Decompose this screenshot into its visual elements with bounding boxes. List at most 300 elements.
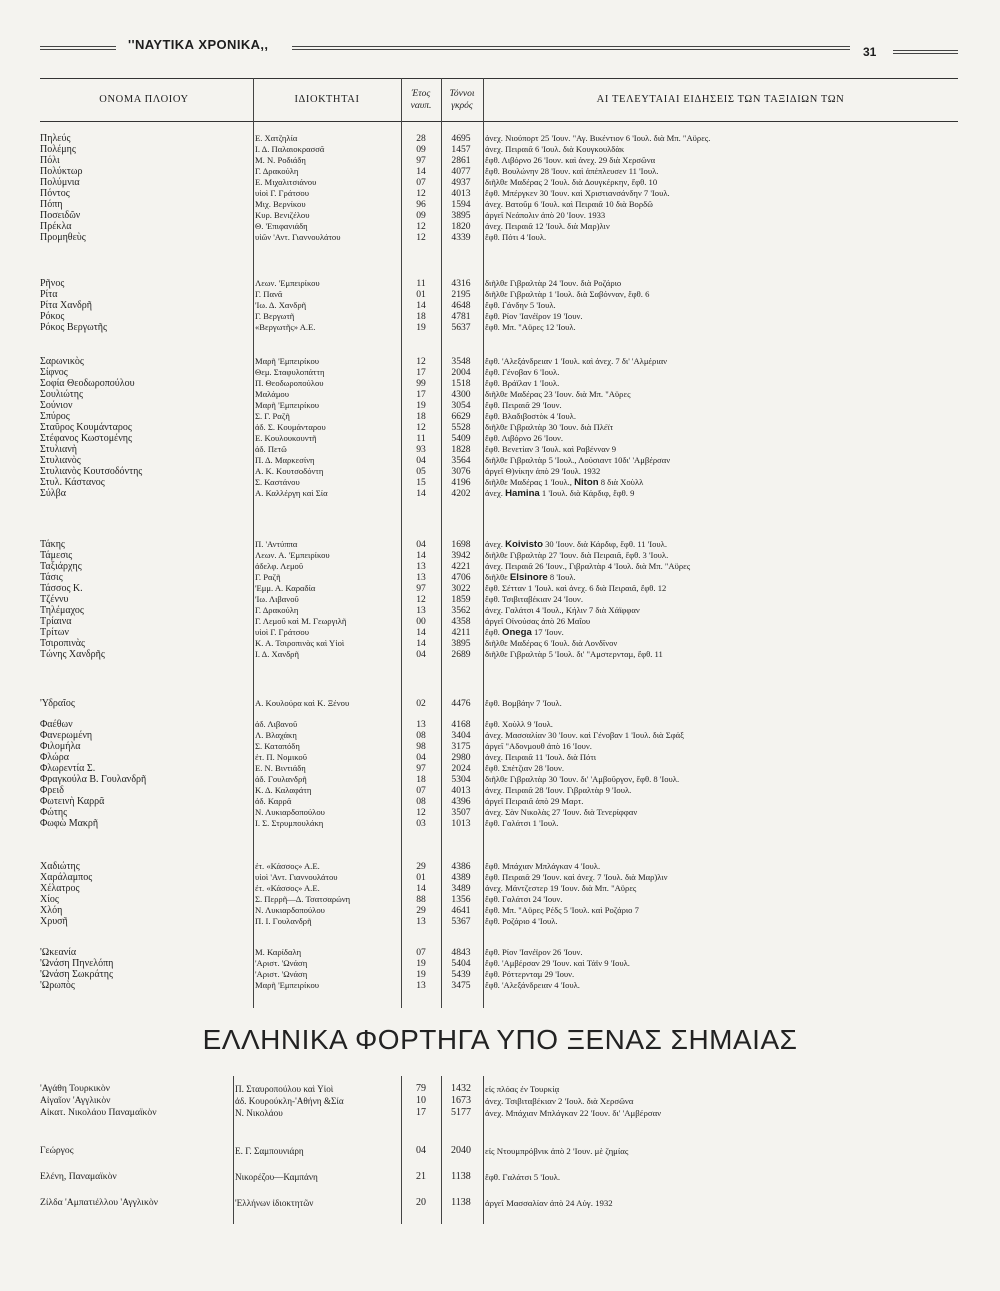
gross-tons: 1432	[451, 1083, 471, 1094]
ship-owner: ἀδ. Σ. Κουμάνταρου	[255, 422, 326, 432]
build-year: 79	[416, 1083, 426, 1094]
build-year: 13	[416, 605, 426, 616]
ship-name: Τσιροπινὰς	[40, 638, 85, 649]
voyage-news: ἔφθ. Λιβόρνο 26 'Ιουν. καὶ ἀνεχ. 29 διὰ Χερσῶνα	[485, 155, 656, 165]
gross-tons: 3022	[451, 583, 471, 594]
voyage-news: ἔφθ. Γαλάτσι 1 'Ιουλ.	[485, 818, 559, 828]
voyage-news: ἀργεῖ Θ)νίκην ἀπὸ 29 'Ιουλ. 1932	[485, 466, 601, 476]
foreign-port: Koivisto	[505, 539, 543, 550]
ship-name: Πόλι	[40, 155, 60, 166]
table-row	[40, 905, 958, 916]
voyage-news: ἔφθ. Σέτταν 1 'Ιουλ. καὶ ἀνεχ. 6 διὰ Πειραιᾶ, ἔφθ. 12	[485, 583, 667, 593]
ship-owner: Ν. Λυκιαρδοπούλου	[255, 807, 325, 817]
ship-owner: Ε. Μιχαλιτσιάνου	[255, 177, 317, 187]
foreign-port: Onega	[501, 627, 532, 638]
gross-tons: 4706	[451, 572, 471, 583]
build-year: 97	[416, 583, 426, 594]
ship-name: Σοφία Θεοδωροπούλου	[40, 378, 135, 389]
build-year: 17	[416, 1107, 426, 1118]
voyage-news-text: ἀνεχ.	[485, 488, 506, 498]
voyage-news: ἔφθ. Βράϊλαν 1 'Ιουλ.	[485, 378, 560, 388]
ship-owner: Λεων. 'Εμπειρίκου	[255, 278, 320, 288]
voyage-news-tail: 17 'Ιουν.	[531, 627, 564, 637]
ship-owner: 'Αριστ. 'Ωνάση	[255, 958, 308, 968]
table-row	[40, 411, 958, 422]
gross-tons: 2004	[451, 367, 471, 378]
table-row	[40, 883, 958, 894]
ship-owner: Ν. Νικολάου	[235, 1108, 283, 1118]
build-year: 99	[416, 378, 426, 389]
voyage-news: ἔφθ. Χοὺλλ 9 'Ιουλ.	[485, 719, 553, 729]
ship-owner: Π. Θεοδωροπούλου	[255, 378, 324, 388]
gross-tons: 1356	[451, 894, 471, 905]
build-year: 17	[416, 367, 426, 378]
ship-owner: Κ. Α. Τσιροπινὰς καὶ Υἱοὶ	[255, 638, 345, 648]
build-year: 14	[416, 883, 426, 894]
gross-tons: 5528	[451, 422, 471, 433]
foreign-flag-section-title: ΕΛΛΗΝΙΚΑ ΦΟΡΤΗΓΑ ΥΠΟ ΞΕΝΑΣ ΣΗΜΑΙΑΣ	[202, 1024, 798, 1055]
build-year: 17	[416, 389, 426, 400]
ship-owner: Μαρῆ 'Εμπειρίκου	[255, 400, 320, 410]
table-row	[40, 210, 958, 221]
ship-name: Στυλιανὸς Κουτσοδόντης	[40, 466, 143, 477]
gross-tons: 1820	[451, 221, 471, 232]
voyage-news: ἔφθ. 'Αλεξάνδρειαν 4 'Ιουλ.	[485, 980, 580, 990]
build-year: 04	[416, 455, 426, 466]
voyage-news: εἰς Ντουμπρόβνικ ἀπὸ 2 'Ιουν. μὲ ζημίας	[485, 1146, 629, 1156]
ship-name: Ποσειδῶν	[40, 210, 81, 221]
foreign-ship-group	[40, 1171, 958, 1183]
gross-tons: 5404	[451, 958, 471, 969]
ship-name: Πολέμης	[40, 144, 76, 155]
table-row	[40, 278, 958, 289]
gross-tons: 4648	[451, 300, 471, 311]
table-row	[40, 433, 958, 444]
build-year: 09	[416, 210, 426, 221]
foreign-ship-group	[40, 1197, 958, 1209]
voyage-news-text: διῆλθε	[485, 572, 510, 582]
ship-name: Τάκης	[40, 539, 65, 550]
voyage-news: ἀνεχ. Πειραιᾶ 12 'Ιουλ. διὰ Μαρ)λιν	[485, 221, 610, 231]
ship-owner: Γ. Βεργωτῆ	[255, 311, 295, 321]
build-year: 88	[416, 894, 426, 905]
table-row	[40, 763, 958, 774]
ship-owner: 'Ιω. Δ. Χανδρῆ	[255, 300, 307, 310]
gross-tons: 4389	[451, 872, 471, 883]
gross-tons: 4476	[451, 698, 471, 709]
ship-owner: Ε. Χατζηλία	[255, 133, 298, 143]
table-row	[40, 774, 958, 785]
build-year: 13	[416, 719, 426, 730]
voyage-news: εἰς πλόας ἐν Τουρκίᾳ	[485, 1084, 560, 1094]
ship-owner: Ε. Γ. Σαμπουνιάρη	[235, 1146, 304, 1156]
table-row	[40, 488, 958, 499]
build-year: 01	[416, 289, 426, 300]
build-year: 18	[416, 311, 426, 322]
build-year: 18	[416, 411, 426, 422]
table-row	[40, 367, 958, 378]
ship-name: Τάμεσις	[40, 550, 73, 561]
gross-tons: 2195	[451, 289, 471, 300]
table-row	[40, 539, 958, 550]
ship-owner: Σ. Καταπόδη	[255, 741, 300, 751]
voyage-news: διῆλθε Γιβραλτὰρ 5 'Ιουλ., Λούσιαντ 10δι' 'Αμβέρσαν	[485, 455, 671, 465]
ship-name: Σπύρος	[40, 411, 70, 422]
gross-tons: 4641	[451, 905, 471, 916]
voyage-news: ἔφθ. Μπάχιαν Μπλάγκαν 4 'Ιουλ.	[485, 861, 601, 871]
ship-name: Ζίλδα 'Αμπατιέλλου 'Αγγλικὸν	[40, 1197, 158, 1208]
col-header-tons-line2: γκρός	[451, 101, 473, 111]
build-year: 12	[416, 188, 426, 199]
ship-owner: Σ. Καστάνου	[255, 477, 300, 487]
build-year: 97	[416, 155, 426, 166]
ship-name: Φιλομήλα	[40, 741, 81, 752]
ship-name: Φαέθων	[40, 719, 73, 730]
ship-owner: Α. Κ. Κουτσοδόντη	[255, 466, 324, 476]
col-header-tons	[441, 79, 483, 121]
voyage-news: ἀνεχ. Μάντζεστερ 19 'Ιουν. διὰ Μπ. "Αϋρες	[485, 883, 637, 893]
ship-name: Γεώργος	[40, 1145, 74, 1156]
gross-tons: 3548	[451, 356, 471, 367]
foreign-ship-group	[40, 1083, 958, 1119]
table-row	[40, 719, 958, 730]
ship-group	[40, 278, 958, 333]
ship-name: 'Ωνάση Σωκράτης	[40, 969, 113, 980]
ship-name: Φλωρεντία Σ.	[40, 763, 96, 774]
build-year: 03	[416, 818, 426, 829]
ship-group	[40, 539, 958, 660]
table-row	[40, 741, 958, 752]
build-year: 14	[416, 638, 426, 649]
table-row	[40, 752, 958, 763]
gross-tons: 5367	[451, 916, 471, 927]
voyage-news: ἀνεχ. Πειραιᾶ 6 'Ιουλ. διὰ Κουγκουλδὰκ	[485, 144, 625, 154]
voyage-news: ἔφθ. Ρίον 'Ιανέϊρον 19 'Ιουν.	[485, 311, 583, 321]
gross-tons: 3895	[451, 638, 471, 649]
col-header-news: ΑΙ ΤΕΛΕΥΤΑΙΑΙ ΕΙΔΗΣΕΙΣ ΤΩΝ ΤΑΞΙΔΙΩΝ ΤΩΝ	[596, 94, 845, 105]
ship-name: Χίος	[40, 894, 59, 905]
build-year: 19	[416, 958, 426, 969]
table-row	[40, 594, 958, 605]
gross-tons: 6629	[451, 411, 471, 422]
build-year: 98	[416, 741, 426, 752]
voyage-news: ἀργεῖ Οἰνούσας ἀπὸ 26 Μαΐου	[485, 616, 591, 626]
build-year: 20	[416, 1197, 426, 1208]
build-year: 08	[416, 730, 426, 741]
build-year: 04	[416, 649, 426, 660]
table-row	[40, 638, 958, 649]
gross-tons: 1673	[451, 1095, 471, 1106]
gross-tons: 4202	[451, 488, 471, 499]
table-row	[40, 916, 958, 927]
gross-tons: 4211	[451, 627, 471, 638]
ship-name: Τζέννυ	[40, 594, 69, 605]
ship-name: 'Ωνάση Πηνελόπη	[40, 958, 114, 969]
ship-name: Πόπη	[40, 199, 63, 210]
build-year: 19	[416, 400, 426, 411]
voyage-news	[485, 488, 955, 499]
gross-tons: 4077	[451, 166, 471, 177]
voyage-news-tail: 1 'Ιουλ. διὰ Κάρδιφ, ἔφθ. 9	[539, 488, 635, 498]
ship-name: Ρόκος Βεργωτῆς	[40, 322, 107, 333]
ship-owner: υἱοὶ Γ. Γράτσου	[255, 188, 309, 198]
ship-name: Φωτεινὴ Καρρᾶ	[40, 796, 105, 807]
ship-owner: Νικορέζου—Καμπάνη	[235, 1172, 318, 1182]
voyage-news: ἔφθ. Γάνδην 5 'Ιουλ.	[485, 300, 556, 310]
ship-name: Τρίαινα	[40, 616, 72, 627]
voyage-news: ἀνεχ. Σὰν Νικολὰς 27 'Ιουν. διὰ Τενερίφφαν	[485, 807, 638, 817]
ship-owner: Γ. Δρακούλη	[255, 166, 299, 176]
gross-tons: 5177	[451, 1107, 471, 1118]
ship-name: Ρῆνος	[40, 278, 65, 289]
ship-owner: Μ. Ν. Ροδιάδη	[255, 155, 306, 165]
voyage-news: διῆλθε Γιβραλτὰρ 27 'Ιουν. διὰ Πειραιᾶ, ἔφθ. 3 'Ιουλ.	[485, 550, 669, 560]
table-row	[40, 616, 958, 627]
ship-owner: Κυρ. Βενιζέλου	[255, 210, 310, 220]
ship-owner: Ν. Λυκιαρδοπούλου	[255, 905, 325, 915]
build-year: 13	[416, 572, 426, 583]
table-row	[40, 177, 958, 188]
table-row	[40, 980, 958, 991]
ship-owner: Ε. Ν. Βιντιάδη	[255, 763, 306, 773]
build-year: 11	[416, 278, 426, 289]
ship-name: Σούνιον	[40, 400, 73, 411]
ship-owner: ἀδ. Γουλανδρῆ	[255, 774, 307, 784]
ship-name: Φώτης	[40, 807, 68, 818]
build-year: 18	[416, 774, 426, 785]
build-year: 14	[416, 488, 426, 499]
ship-name: Φραγκούλα Β. Γουλανδρῆ	[40, 774, 147, 785]
voyage-news: ἀργεῖ "Αδονμουθ ἀπὸ 16 'Ιουν.	[485, 741, 592, 751]
ship-name: 'Υδραῖος	[40, 698, 75, 709]
voyage-news: διῆλθε Γιβραλτὰρ 5 'Ιουλ. δι' "Αμστερνταμ, ἔφθ. 11	[485, 649, 663, 659]
gross-tons: 3489	[451, 883, 471, 894]
voyage-news: ἔφθ. Βενετίαν 3 'Ιουλ. καὶ Ραβένναν 9	[485, 444, 617, 454]
foreign-port: Elsinore	[509, 572, 548, 583]
ship-owner: Ι. Δ. Παλαιοκρασσᾶ	[255, 144, 325, 154]
ship-name: Χέλατρος	[40, 883, 80, 894]
table-row	[40, 796, 958, 807]
table-row	[40, 958, 958, 969]
build-year: 14	[416, 550, 426, 561]
foreign-port: Hamina	[505, 488, 540, 499]
ship-name: Χαράλαμπος	[40, 872, 93, 883]
build-year: 04	[416, 539, 426, 550]
ship-owner: Π. Δ. Μαρκεσίνη	[255, 455, 315, 465]
ship-group	[40, 719, 958, 829]
ship-name: Προμηθεὺς	[40, 232, 86, 243]
table-row	[40, 188, 958, 199]
gross-tons: 4396	[451, 796, 471, 807]
ship-owner: Γ. Λεμοῦ καὶ Μ. Γεωργιλῆ	[255, 616, 347, 626]
build-year: 28	[416, 133, 426, 144]
voyage-news	[485, 572, 955, 583]
voyage-news: ἔφθ. Βομβάην 7 'Ιουλ.	[485, 698, 562, 708]
ship-owner: Α. Καλλέργη καὶ Σία	[255, 488, 328, 498]
ship-name: Πολύμνια	[40, 177, 80, 188]
build-year: 01	[416, 872, 426, 883]
build-year: 21	[416, 1171, 426, 1182]
build-year: 29	[416, 905, 426, 916]
build-year: 15	[416, 477, 426, 488]
ship-name: Αἰγαῖον 'Αγγλικὸν	[40, 1095, 111, 1106]
gross-tons: 4168	[451, 719, 471, 730]
build-year: 07	[416, 947, 426, 958]
gross-tons: 1013	[451, 818, 471, 829]
ship-name: Στέφανος Κωστομένης	[40, 433, 132, 444]
ship-owner: Π. 'Αντύππα	[255, 539, 298, 549]
ship-name: Χαδιώτης	[40, 861, 80, 872]
ship-name: Ρόκος	[40, 311, 65, 322]
ship-owner: Μαρῆ 'Εμπειρίκου	[255, 980, 320, 990]
ship-owner: 'Ιω. Λιβανοῦ	[255, 594, 299, 604]
ship-owner: ἀδελφ. Λεμοῦ	[255, 561, 304, 571]
voyage-news: ἔφθ. Πότι 4 'Ιουλ.	[485, 232, 547, 242]
voyage-news: διῆλθε Μαδέρας 2 'Ιουλ. διὰ Δουγκέρκην, ἔφθ. 10	[485, 177, 658, 187]
table-row	[40, 1095, 958, 1107]
voyage-news-text: ἀνεχ.	[485, 539, 506, 549]
voyage-news: ἔφθ. Γαλάτσι 24 'Ιουν.	[485, 894, 563, 904]
col-header-name: ΟΝΟΜΑ ΠΛΟΙΟΥ	[99, 94, 189, 105]
gross-tons: 3942	[451, 550, 471, 561]
table-row	[40, 649, 958, 660]
table-row	[40, 1145, 958, 1157]
build-year: 97	[416, 763, 426, 774]
voyage-news: διῆλθε Μαδέρας 23 'Ιουν. διὰ Μπ. "Αϋρες	[485, 389, 631, 399]
build-year: 04	[416, 1145, 426, 1156]
gross-tons: 2040	[451, 1145, 471, 1156]
voyage-news-tail: 8 διὰ Χοὺλλ	[598, 477, 644, 487]
table-row	[40, 969, 958, 980]
gross-tons: 3076	[451, 466, 471, 477]
build-year: 13	[416, 916, 426, 927]
table-row	[40, 627, 958, 638]
ship-owner: Γ. Ραζῆ	[255, 572, 281, 582]
table-row	[40, 422, 958, 433]
table-row	[40, 133, 958, 144]
voyage-news: διῆλθε Γιβραλτὰρ 1 'Ιουλ. διὰ Σαβόνναν, ἔφθ. 6	[485, 289, 650, 299]
ship-owner: Μ. Καρίδαλη	[255, 947, 302, 957]
gross-tons: 3054	[451, 400, 471, 411]
ship-owner: ἀδ. Πετῶ	[255, 444, 287, 454]
ship-name: Χλόη	[40, 905, 63, 916]
table-row	[40, 444, 958, 455]
gross-tons: 4937	[451, 177, 471, 188]
voyage-news: ἀνεχ. Μασσαλίαν 30 'Ιουν. καὶ Γένοβαν 1 'Ιουλ. διὰ Σφάξ	[485, 730, 684, 740]
ship-name: Στυλιανὸς	[40, 455, 81, 466]
voyage-news: ἔφθ. 'Αλεξάνδρειαν 1 'Ιουλ. καὶ ἀνεχ. 7 δι' 'Αλμέριαν	[485, 356, 668, 366]
table-row	[40, 894, 958, 905]
table-row	[40, 199, 958, 210]
build-year: 12	[416, 594, 426, 605]
ship-name: 'Ωκεανία	[40, 947, 77, 958]
ship-owner: ἀδ. Καρρᾶ	[255, 796, 292, 806]
build-year: 00	[416, 616, 426, 627]
build-year: 12	[416, 221, 426, 232]
ship-name: Τηλέμαχος	[40, 605, 84, 616]
voyage-news: διῆλθε Μαδέρας 6 'Ιουλ. διὰ Λονδῖνον	[485, 638, 618, 648]
ship-name: Στυλιανὴ	[40, 444, 78, 455]
gross-tons: 1518	[451, 378, 471, 389]
voyage-news-text: ἔφθ.	[485, 627, 502, 637]
ship-name: Τάσσος Κ.	[40, 583, 83, 594]
gross-tons: 1594	[451, 199, 471, 210]
ship-name: Φλώρα	[40, 752, 69, 763]
ship-name: Ρίτα Χανδρῆ	[40, 300, 92, 311]
table-row	[40, 698, 958, 709]
ship-name: Φρειδ	[40, 785, 64, 796]
ship-name: Τώνης Χανδρῆς	[40, 649, 105, 660]
ship-owner: «Βεργωτῆς» Α.Ε.	[255, 322, 316, 332]
gross-tons: 5409	[451, 433, 471, 444]
ship-group	[40, 861, 958, 927]
ship-owner: Ε. Κουλουκουντῆ	[255, 433, 317, 443]
ship-name: Φανερωμένη	[40, 730, 93, 741]
gross-tons: 4339	[451, 232, 471, 243]
build-year: 96	[416, 199, 426, 210]
voyage-news: ἔφθ. Γένοβαν 6 'Ιουλ.	[485, 367, 560, 377]
ship-name: Σύλβα	[40, 488, 66, 499]
gross-tons: 5637	[451, 322, 471, 333]
table-row	[40, 455, 958, 466]
voyage-news: ἔφθ. Μπ. "Αϋρες Ρέδς 5 'Ιουλ. καὶ Ροζάριο 7	[485, 905, 639, 915]
voyage-news-tail: 30 'Ιουν. διὰ Κάρδιφ, ἔφθ. 11 'Ιουλ.	[542, 539, 667, 549]
table-row	[40, 947, 958, 958]
build-year: 29	[416, 861, 426, 872]
build-year: 12	[416, 422, 426, 433]
table-row	[40, 322, 958, 333]
table-row	[40, 400, 958, 411]
voyage-news: ἀργεῖ Μασσαλίαν ἀπὸ 24 Αὐγ. 1932	[485, 1198, 613, 1208]
col-header-year-line1: Έτος	[411, 89, 431, 99]
gross-tons: 4013	[451, 188, 471, 199]
build-year: 12	[416, 356, 426, 367]
gross-tons: 4316	[451, 278, 471, 289]
ship-group	[40, 133, 958, 243]
table-row	[40, 356, 958, 367]
build-year: 19	[416, 969, 426, 980]
magazine-title: ''ΝΑΥΤΙΚΑ ΧΡΟΝΙΚΑ,,	[128, 37, 269, 52]
ship-owner: Θ. 'Επιφανιάδη	[255, 221, 308, 231]
voyage-news: ἔφθ. 'Αμβέρσαν 29 'Ιουν. καὶ Τάϊν 9 'Ιουλ.	[485, 958, 630, 968]
gross-tons: 3175	[451, 741, 471, 752]
gross-tons: 3404	[451, 730, 471, 741]
build-year: 11	[416, 433, 426, 444]
ship-name: Ελένη, Παναμαϊκὸν	[40, 1171, 117, 1182]
ship-name: Φωφὼ Μακρῆ	[40, 818, 99, 829]
ship-owner: 'Αριστ. 'Ωνάση	[255, 969, 308, 979]
build-year: 13	[416, 980, 426, 991]
foreign-port: Niton	[574, 477, 599, 488]
table-row	[40, 1107, 958, 1119]
voyage-news: ἔφθ. Ρίον 'Ιανέϊρον 26 'Ιουν.	[485, 947, 583, 957]
ship-owner: Σ. Γ. Ραζῆ	[255, 411, 290, 421]
ship-name: Σουλιώτης	[40, 389, 83, 400]
ship-name: 'Αγάθη Τουρκικὸν	[40, 1083, 111, 1094]
col-header-owner: ΙΔΙΟΚΤΗΤΑΙ	[294, 94, 360, 105]
build-year: 09	[416, 144, 426, 155]
ship-name: Πόντος	[40, 188, 70, 199]
gross-tons: 1698	[451, 539, 471, 550]
gross-tons: 4358	[451, 616, 471, 627]
build-year: 13	[416, 561, 426, 572]
table-row	[40, 232, 958, 243]
gross-tons: 4695	[451, 133, 471, 144]
table-row	[40, 818, 958, 829]
voyage-news: ἔφθ. Μπ. "Αϋρες 12 'Ιουλ.	[485, 322, 576, 332]
ship-name: Τρίτων	[40, 627, 69, 638]
table-row	[40, 583, 958, 594]
